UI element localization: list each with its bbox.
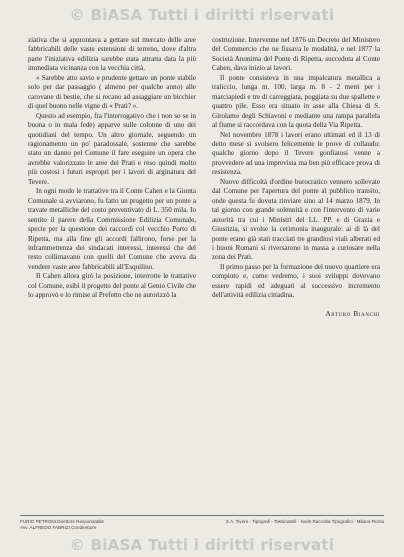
paragraph: Il Cahen allora girò la posizione, interrotte le trattative col Comune, esibì il progetto del ponte al Genio Civile che lo approvò e lo rimise al Prefetto che ne autorizzò la	[28, 272, 196, 300]
watermark-bottom: © BiASA Tutti i diritti riservati	[69, 536, 335, 554]
footer-codirector: Avv. ALFREDO FABRIZI Condirettore	[20, 525, 97, 530]
paragraph: Questo ad esempio, fra l'interrogativo che i non so se in buona o in mala fede) apparve sulle colonne di uno dei quotidiani del tempo. Un altro giornale, seguendo un ragionamento un po' paradossale, sostenne che sarebbe stato un danno pel Comune il fare eseguire un opera che avrebbe valorizzato le aree dei Prati e reso quindi molto più costosi i futuri espropri per i lavori di arginatura del Tevere.	[28, 111, 196, 186]
paragraph: ziativa che si approntava a gettare sul mercato delle aree fabbricabili delle vaste estensioni di terreno, dove d'altra parte l'iniziativa edilizia sarebbe stata attratta data la più immediata vicinanza con la vecchia città.	[28, 36, 196, 73]
right-column	[212, 36, 380, 511]
paragraph: Il ponte consisteva in una impalcatura metallica a traliccio, lunga m. 100, larga m. 8 - 2 metri per i marciapiedi e tre di carreggiata, poggiata su due spallette e quattro pile. Esso era situato in asse alla Chiesa di S. Girolamo degli Schiavoni e mediante una rampa parallela al fiume si raccordava con la quota della Via Ripetta.	[212, 73, 380, 130]
footer-director: FURIO PETRONI Direttore Responsabile	[20, 519, 104, 524]
watermark-top: © BiASA Tutti i diritti riservati	[69, 6, 335, 24]
left-column	[28, 36, 196, 511]
article-body	[28, 36, 380, 511]
author-signature: Arturo Bianchi	[325, 308, 380, 318]
paragraph: In ogni modo le trattative tra il Conte Cahen e la Giunta Comunale si avviarono, fu fatto un progetto per un ponte a travate metalliche del costo preventivato di L. 350 mila. Io sentito il parere della Commissione Edilizia Comunale, specie per la questione dei raccordi col vecchio Porto di Ripetta, ma alla fine gli accordi fallirono, forse per la inframmettenza dei sindacati interessi, interessi che del resto collimavano con quelli del Comune che aveva da vendere vaste aree fabbricabili all'Esquilino.	[28, 187, 196, 271]
paragraph: « Sarebbe atto savio e prudente gettare un ponte stabile solo per dar passaggio ( almeno per qualche anno) alle carovane di bestie, che si recano ad assaggiare un bicchier di quel buono nelle vigne di « Prati? ».	[28, 73, 196, 111]
paragraph: Nuove difficoltà d'ordine burocratico vennero sollevate dal Comune per l'apertura del ponte al pubblico transito, onde questa fu dovuta rinviare sino al 14 marzo 1879. In tal giorno con grande solennità e con l'intervento di varie autorità tra cui i Ministri del LL. PP. e di Grazia e Giustizia, si svolse la cerimonia inaugurale: ai di là del ponte erano già stati tracciati tre grandiosi viali alberati ed i buoni Romani si riversarono in massa a curiosare nella zona dei Prati.	[212, 177, 380, 262]
paragraph: Il primo passo per la formazione del nuovo quartiere era compiuto e, come vedremo, i suoi sviluppi dovevano essere rapidi ed adeguati al successivo incremento dell'attività edilizia cittadina.	[212, 262, 380, 300]
footer	[20, 519, 384, 531]
footer-credits	[20, 519, 104, 531]
footer-divider	[20, 515, 384, 516]
paragraph: costruzione. Intervenne nel 1876 un Decreto del Ministero del Commercio che ne fissava le modalità, e nel 1877 la Società Anonima del Ponte di Ripetta, succeduta al Conte Cahen, dava inizio ai lavori.	[212, 36, 380, 73]
paragraph: Nel novembre 1878 i lavori erano ultimati ed il 13 di detto mese si svolsero felicemente le prove di collaudo: qualche giorno dopo il Tevere gonfiatosi venne a provvedere ad una imprevista ma ben più efficace prova di resistenza.	[212, 130, 380, 177]
footer-printer: S.A. Tivere - Tipografi - Tassinatelli - Sede Raccolta Tipografici - Milano-Roma	[225, 519, 384, 524]
